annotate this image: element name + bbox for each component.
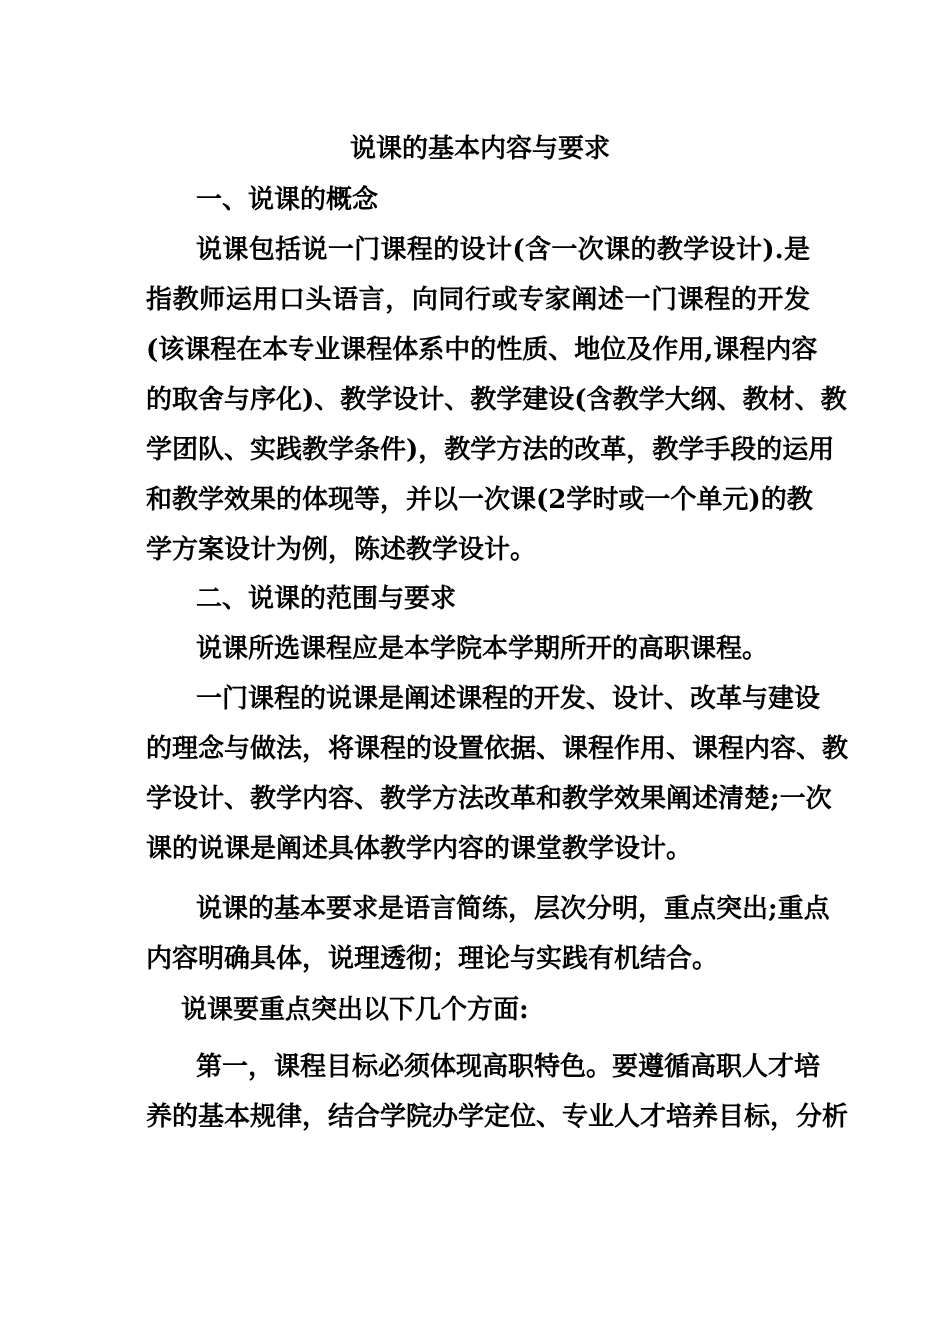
document-title: 说课的基本内容与要求 (350, 134, 611, 164)
section-1-heading: 一、说课的概念 (196, 185, 379, 215)
paragraph-1-line-7: 学方案设计为例，陈述教学设计。 (146, 535, 537, 565)
section-2-heading: 二、说课的范围与要求 (196, 584, 457, 614)
paragraph-3-line-1: 一门课程的说课是阐述课程的开发、设计、改革与建设 (196, 684, 821, 714)
paragraph-1-line-4: 的取舍与序化)、教学设计、教学建设(含教学大纲、教材、教 (146, 385, 847, 415)
paragraph-2-line-1: 说课所选课程应是本学院本学期所开的高职课程。 (196, 634, 769, 664)
paragraph-4-line-1: 说课的基本要求是语言简练，层次分明，重点突出;重点 (196, 894, 830, 924)
paragraph-3-line-2: 的理念与做法，将课程的设置依据、课程作用、课程内容、教 (146, 734, 849, 764)
paragraph-1-line-1: 说课包括说一门课程的设计(含一次课的教学设计).是 (196, 235, 810, 265)
paragraph-1-line-6: 和教学效果的体现等，并以一次课(2学时或一个单元)的教 (146, 485, 813, 515)
paragraph-6-line-2: 养的基本规律，结合学院办学定位、专业人才培养目标，分析 (146, 1102, 849, 1132)
paragraph-1-line-2: 指教师运用口头语言，向同行或专家阐述一门课程的开发 (146, 285, 810, 315)
paragraph-6-line-1: 第一，课程目标必须体现高职特色。要遵循高职人才培 (196, 1052, 821, 1082)
paragraph-1-line-5: 学团队、实践教学条件)，教学方法的改革，教学手段的运用 (146, 435, 835, 465)
paragraph-5-line-1: 说课要重点突出以下几个方面: (181, 995, 529, 1025)
paragraph-3-line-4: 课的说课是阐述具体教学内容的课堂教学设计。 (146, 834, 693, 864)
paragraph-1-line-3: (该课程在本专业课程体系中的性质、地位及作用,课程内容 (146, 335, 818, 365)
paragraph-4-line-2: 内容明确具体，说理透彻；理论与实践有机结合。 (146, 944, 719, 974)
paragraph-3-line-3: 学设计、教学内容、教学方法改革和教学效果阐述清楚;一次 (146, 784, 832, 814)
